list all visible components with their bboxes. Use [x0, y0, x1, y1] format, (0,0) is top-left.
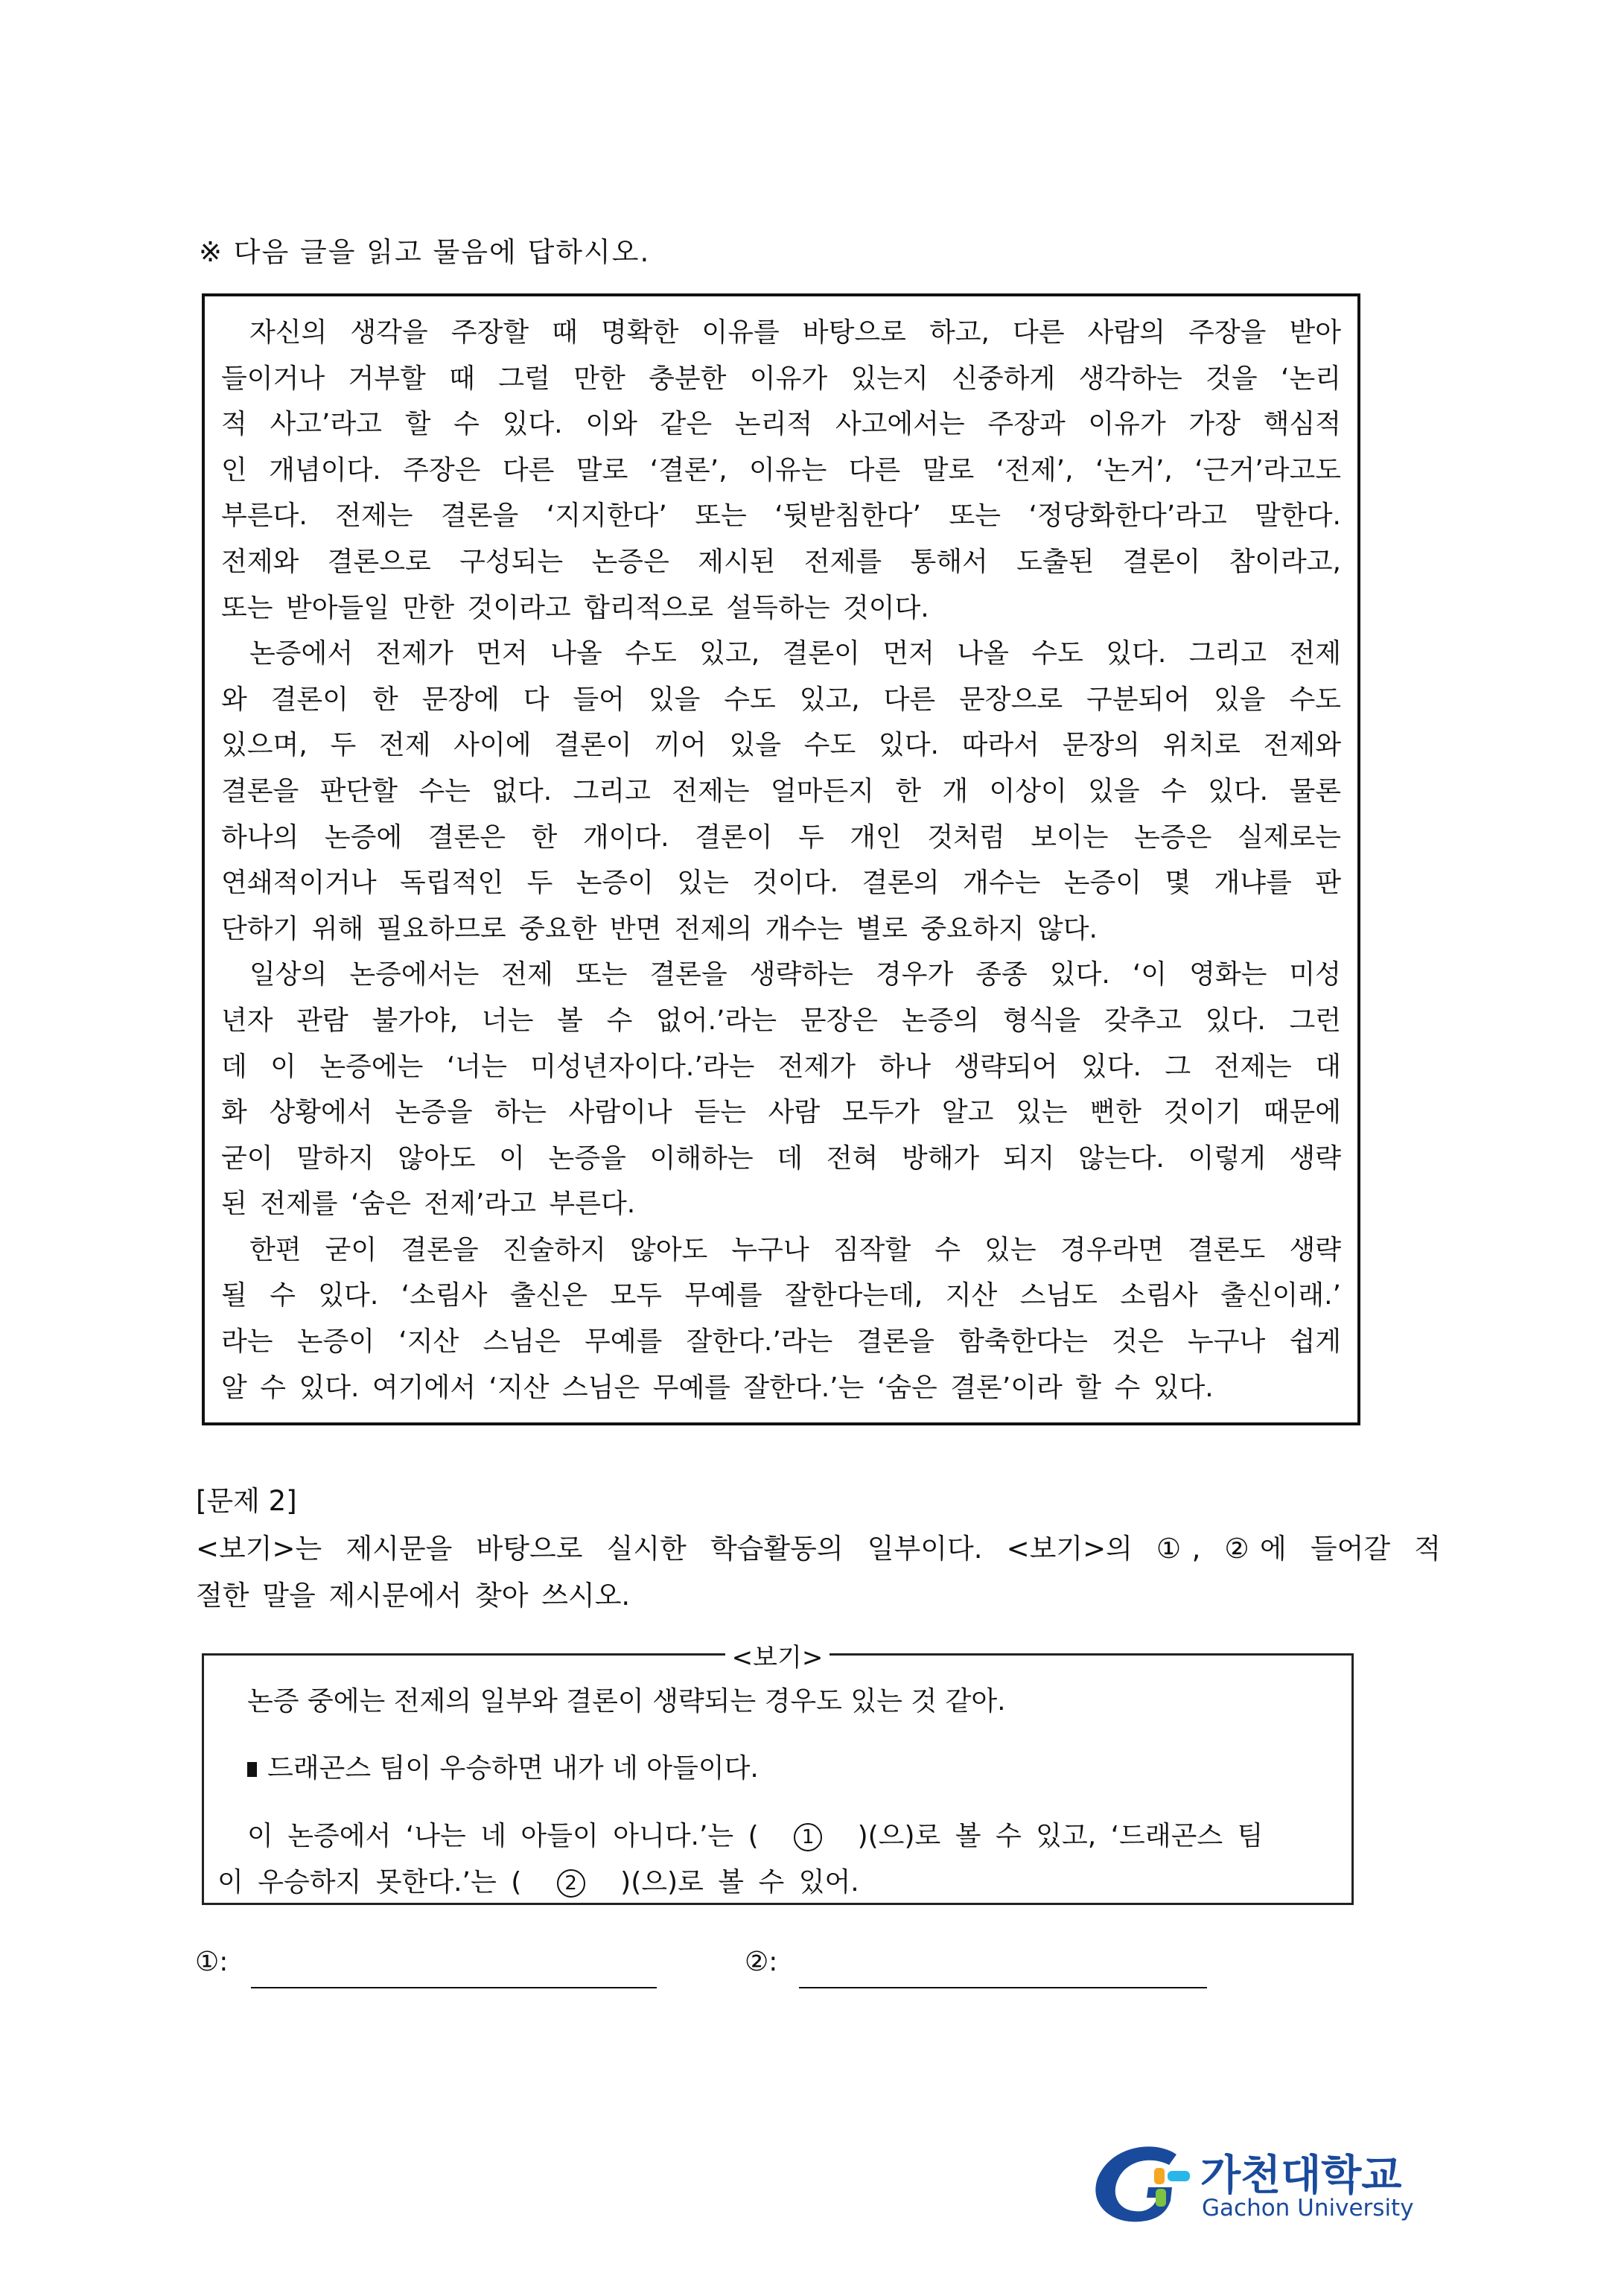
passage-line: 적 사고’라고 할 수 있다. 이와 같은 논리적 사고에서는 주장과 이유가 가장 핵심적 — [221, 409, 1341, 440]
text: )(으)로 볼 수 있어. — [620, 1867, 859, 1898]
passage-line: 결론을 판단할 수는 없다. 그리고 전제는 얼마든지 한 개 이상이 있을 수 있다. 물론 — [221, 775, 1341, 807]
bogi-line — [247, 1815, 1263, 1853]
answer-2-label: ②: — [745, 1947, 778, 1977]
passage-line: 일상의 논증에서는 전제 또는 결론을 생략하는 경우가 종종 있다. ‘이 영화는 미성 — [249, 959, 1341, 990]
passage-line: 부른다. 전제는 결론을 ‘지지한다’ 또는 ‘뒷받침한다’ 또는 ‘정당화한다’라고 말한다. — [221, 500, 1341, 532]
bogi-top-border — [829, 1653, 1351, 1656]
bogi-box — [202, 1643, 1354, 1905]
passage-line: 하나의 논증에 결론은 한 개이다. 결론이 두 개인 것처럼 보이는 논증은 실제로는 — [221, 821, 1341, 853]
question-line: 절한 말을 제시문에서 찾아 쓰시오. — [196, 1580, 631, 1612]
square-bullet-icon — [247, 1762, 257, 1777]
text: )(으)로 볼 수 있고, ‘드래곤스 팀 — [857, 1821, 1264, 1851]
passage-line: 된 전제를 ‘숨은 전제’라고 부른다. — [221, 1189, 636, 1220]
passage-line: 또는 받아들일 만한 것이라고 합리적으로 설득하는 것이다. — [221, 592, 929, 623]
logo-korean: 가천대학교 — [1200, 2152, 1402, 2200]
answer-1-label: ①: — [195, 1947, 229, 1977]
question-text — [196, 1525, 1441, 1619]
bogi-line — [217, 1861, 859, 1899]
passage-line: 자신의 생각을 주장할 때 명확한 이유를 바탕으로 하고, 다른 사람의 주장을 받아 — [249, 317, 1341, 348]
question-line: <보기>는 제시문을 바탕으로 실시한 학습활동의 일부이다. <보기>의 ①, ②에 들어갈 적 — [196, 1533, 1441, 1565]
question-title: [문제 2] — [196, 1485, 297, 1517]
blank-2-marker: 2 — [557, 1869, 585, 1898]
passage-line: 들이거나 거부할 때 그럴 만한 충분한 이유가 있는지 신중하게 생각하는 것을 ‘논리 — [221, 363, 1341, 394]
instruction: ※ 다음 글을 읽고 물음에 답하시오. — [199, 236, 651, 268]
passage-line: 화 상황에서 논증을 하는 사람이나 듣는 사람 모두가 알고 있는 뻔한 것이기 때문에 — [221, 1097, 1341, 1128]
passage-line: 될 수 있다. ‘소림사 출신은 모두 무예를 잘한다는데, 지산 스님도 소림사 출신이래.’ — [221, 1280, 1341, 1311]
bogi-line: 논증 중에는 전제의 일부와 결론이 생략되는 경우도 있는 것 같아. — [247, 1686, 1006, 1717]
passage-line: 전제와 결론으로 구성되는 논증은 제시된 전제를 통해서 도출된 결론이 참이라고, — [221, 546, 1341, 577]
passage-line: 인 개념이다. 주장은 다른 말로 ‘결론’, 이유는 다른 말로 ‘전제’, ‘논거’, ‘근거’라고도 — [221, 454, 1341, 486]
example-text: 드래곤스 팀이 우승하면 내가 네 아들이다. — [267, 1753, 759, 1784]
passage-line: 굳이 말하지 않아도 이 논증을 이해하는 데 전혀 방해가 되지 않는다. 이렇게 생략 — [221, 1142, 1341, 1174]
text: 이 우승하지 못한다.’는 ( — [217, 1867, 522, 1898]
passage-line: 년자 관람 불가야, 너는 볼 수 없어.’라는 문장은 논증의 형식을 갖추고 있다. 그런 — [221, 1005, 1341, 1036]
passage-line: 논증에서 전제가 먼저 나올 수도 있고, 결론이 먼저 나올 수도 있다. 그리고 전제 — [249, 638, 1341, 670]
passage-line: 알 수 있다. 여기에서 ‘지산 스님은 무예를 잘한다.’는 ‘숨은 결론’이라 할 수 있다. — [221, 1372, 1214, 1403]
passage-line: 와 결론이 한 문장에 다 들어 있을 수도 있고, 다른 문장으로 구분되어 있을 수도 — [221, 684, 1341, 715]
text: 이 논증에서 ‘나는 네 아들이 아니다.’는 ( — [247, 1821, 759, 1851]
answer-1-field[interactable] — [251, 1987, 657, 1988]
passage-line: 연쇄적이거나 독립적인 두 논증이 있는 것이다. 결론의 개수는 논증이 몇 개냐를 판 — [221, 868, 1341, 899]
answer-2-field[interactable] — [799, 1987, 1207, 1988]
blank-1-marker: 1 — [794, 1823, 822, 1851]
bogi-top-border — [204, 1653, 725, 1656]
passage-line: 데 이 논증에는 ‘너는 미성년자이다.’라는 전제가 하나 생략되어 있다. 그 전제는 대 — [221, 1051, 1341, 1082]
passage-line: 단하기 위해 필요하므로 중요한 반면 전제의 개수는 별로 중요하지 않다. — [221, 913, 1098, 944]
bogi-label: <보기> — [725, 1637, 829, 1673]
gachon-logo — [1089, 2141, 1416, 2230]
logo-english: Gachon University — [1202, 2195, 1414, 2222]
passage-line: 라는 논증이 ‘지산 스님은 무예를 잘한다.’라는 결론을 함축한다는 것은 누구나 쉽게 — [221, 1326, 1341, 1358]
passage-line: 한편 굳이 결론을 진술하지 않아도 누구나 짐작할 수 있는 경우라면 결론도 생략 — [249, 1234, 1341, 1265]
bogi-example — [247, 1747, 759, 1785]
passage-box — [202, 293, 1360, 1425]
passage-line: 있으며, 두 전제 사이에 결론이 끼어 있을 수도 있다. 따라서 문장의 위치로 전제와 — [221, 730, 1341, 761]
